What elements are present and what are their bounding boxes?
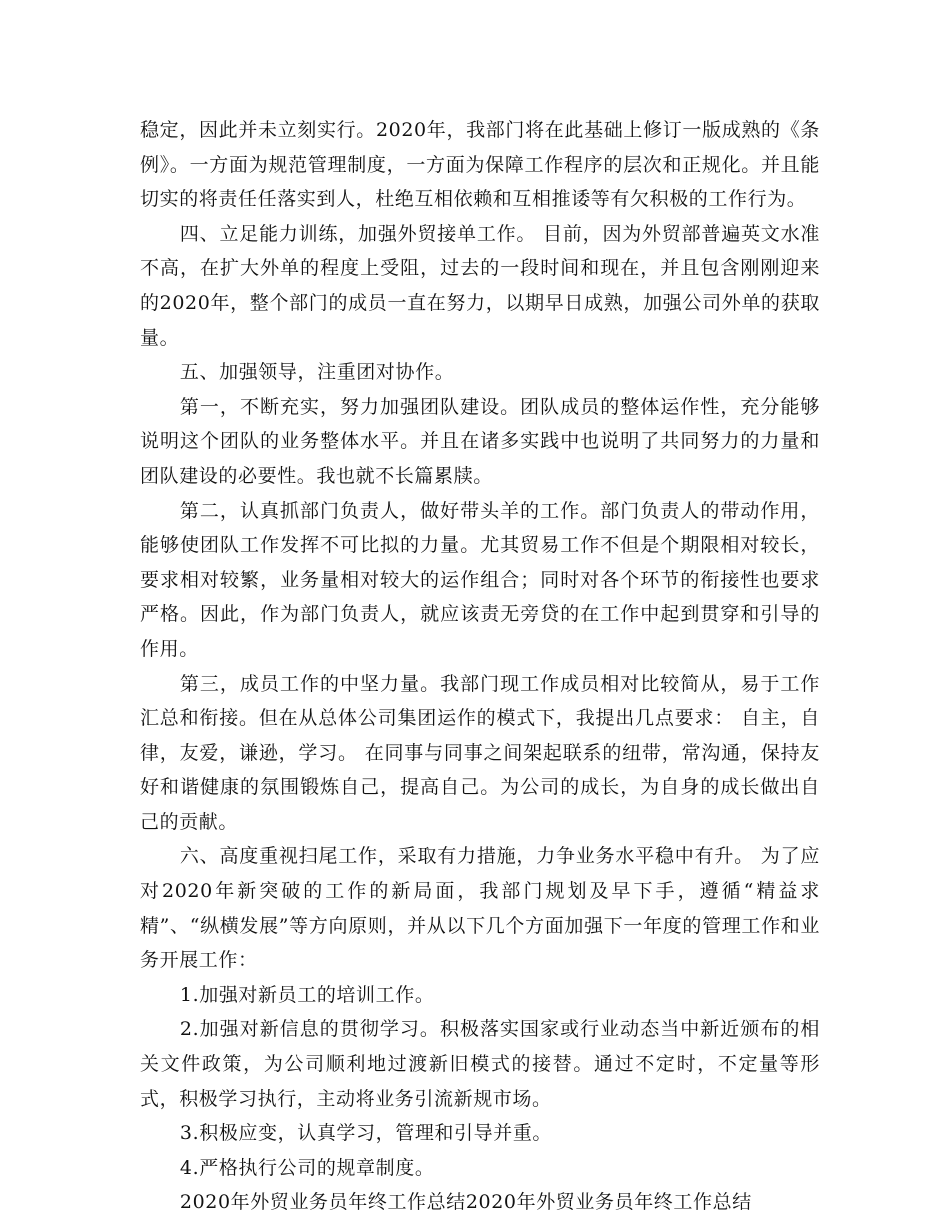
list-item-1: 1.加强对新员工的培训工作。 (179, 983, 435, 1006)
list-item-3: 3.积极应变，认真学习，管理和引导并重。 (179, 1122, 553, 1145)
document-body (140, 113, 820, 1220)
paragraph-section-five: 五、加强领导，注重团对协作。 (179, 361, 455, 384)
list-item-2: 2.加强对新信息的贯彻学习。积极落实国家或行业动态当中新近颁布的相关文件政策，为公司顺利地过渡新旧模式的接替。通过不定时，不定量等形式，积极学习执行，主动将业务引流新规市场。 (140, 1018, 820, 1110)
paragraph-third-point: 第三，成员工作的中坚力量。我部门现工作成员相对比较简从，易于工作汇总和衔接。但在从总体公司集团运作的模式下，我提出几点要求： 自主，自律，友爱，谦逊，学习。 在同事与同事之间架起联系的纽带，常沟通，保持友好和谐健康的氛围锻炼自己，提高自己。为公司的成长，为自身的成长做出自己的贡献。 (140, 672, 820, 833)
paragraph-section-four: 四、立足能力训练，加强外贸接单工作。 目前，因为外贸部普遍英文水准不高，在扩大外单的程度上受阻，过去的一段时间和现在，并且包含刚刚迎来的2020年，整个部门的成员一直在努力，以期早日成熟，加强公司外单的获取量。 (140, 222, 820, 349)
paragraph-first-point: 第一，不断充实，努力加强团队建设。团队成员的整体运作性，充分能够说明这个团队的业务整体水平。并且在诸多实践中也说明了共同努力的力量和团队建设的必要性。我也就不长篇累牍。 (140, 395, 820, 487)
document-footer-title: 2020年外贸业务员年终工作总结2020年外贸业务员年终工作总结 (179, 1191, 752, 1214)
list-item-4: 4.严格执行公司的规章制度。 (179, 1156, 435, 1179)
paragraph-continuation: 稳定，因此并未立刻实行。2020年，我部门将在此基础上修订一版成熟的《条例》。一方面为规范管理制度，一方面为保障工作程序的层次和正规化。并且能切实的将责任任落实到人，杜绝互相依赖和互相推诿等有欠积极的工作行为。 (140, 119, 820, 211)
paragraph-second-point: 第二，认真抓部门负责人，做好带头羊的工作。部门负责人的带动作用，能够使团队工作发挥不可比拟的力量。尤其贸易工作不但是个期限相对较长，要求相对较繁，业务量相对较大的运作组合；同时对各个环节的衔接性也要求严格。因此，作为部门负责人，就应该责无旁贷的在工作中起到贯穿和引导的作用。 (140, 499, 820, 660)
paragraph-section-six: 六、高度重视扫尾工作，采取有力措施，力争业务水平稳中有升。 为了应对2020年新突破的工作的新局面，我部门规划及早下手，遵循“精益求精”、“纵横发展”等方向原则，并从以下几个方面加强下一年度的管理工作和业务开展工作： (140, 845, 820, 972)
